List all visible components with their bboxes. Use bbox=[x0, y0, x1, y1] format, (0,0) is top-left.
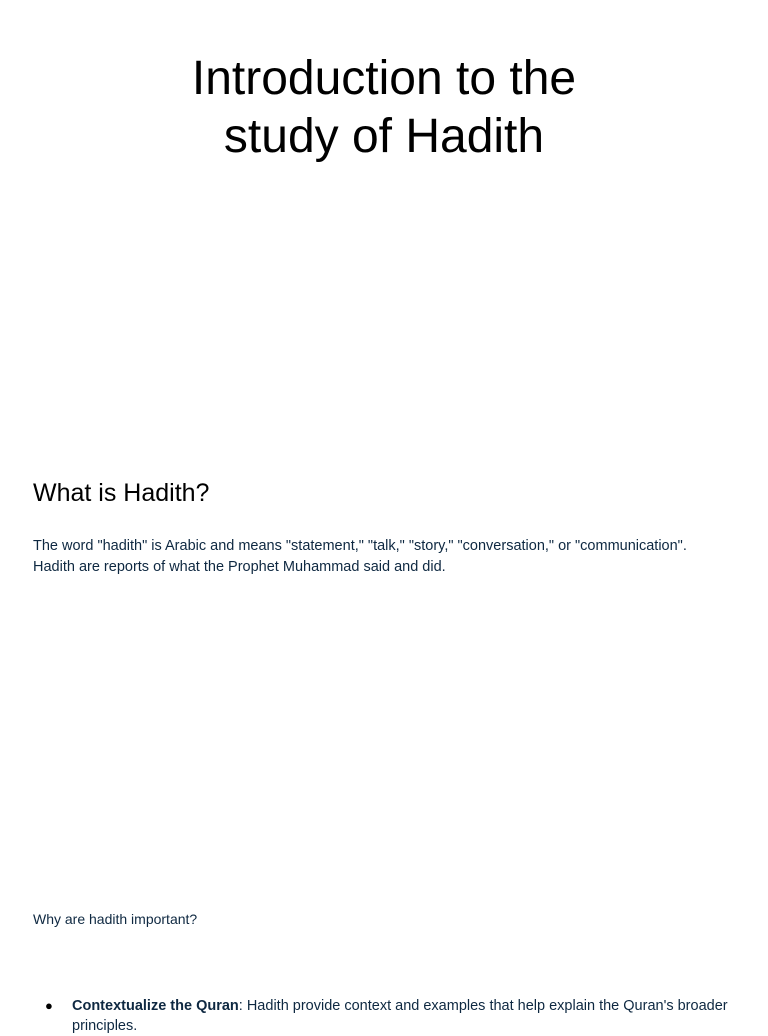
page-title bbox=[0, 50, 768, 166]
bullet-icon: ● bbox=[45, 998, 53, 1013]
definition-paragraph bbox=[33, 536, 753, 578]
list-item-text: : Hadith provide context and examples that help explain the Quran's broader principles. bbox=[72, 998, 728, 1034]
definition-line-2: Hadith are reports of what the Prophet Muhammad said and did. bbox=[33, 559, 446, 575]
importance-question: Why are hadith important? bbox=[33, 911, 198, 927]
definition-line-1: The word "hadith" is Arabic and means "statement," "talk," "story," "conversation," or "communication". bbox=[33, 538, 687, 554]
list-item-term: Contextualize the Quran bbox=[72, 998, 239, 1014]
page-title-line-2: study of Hadith bbox=[223, 110, 545, 163]
page-title-line-1: Introduction to the bbox=[191, 52, 577, 105]
section-heading: What is Hadith? bbox=[33, 479, 210, 507]
importance-list bbox=[33, 996, 733, 1036]
list-item bbox=[33, 996, 733, 1036]
